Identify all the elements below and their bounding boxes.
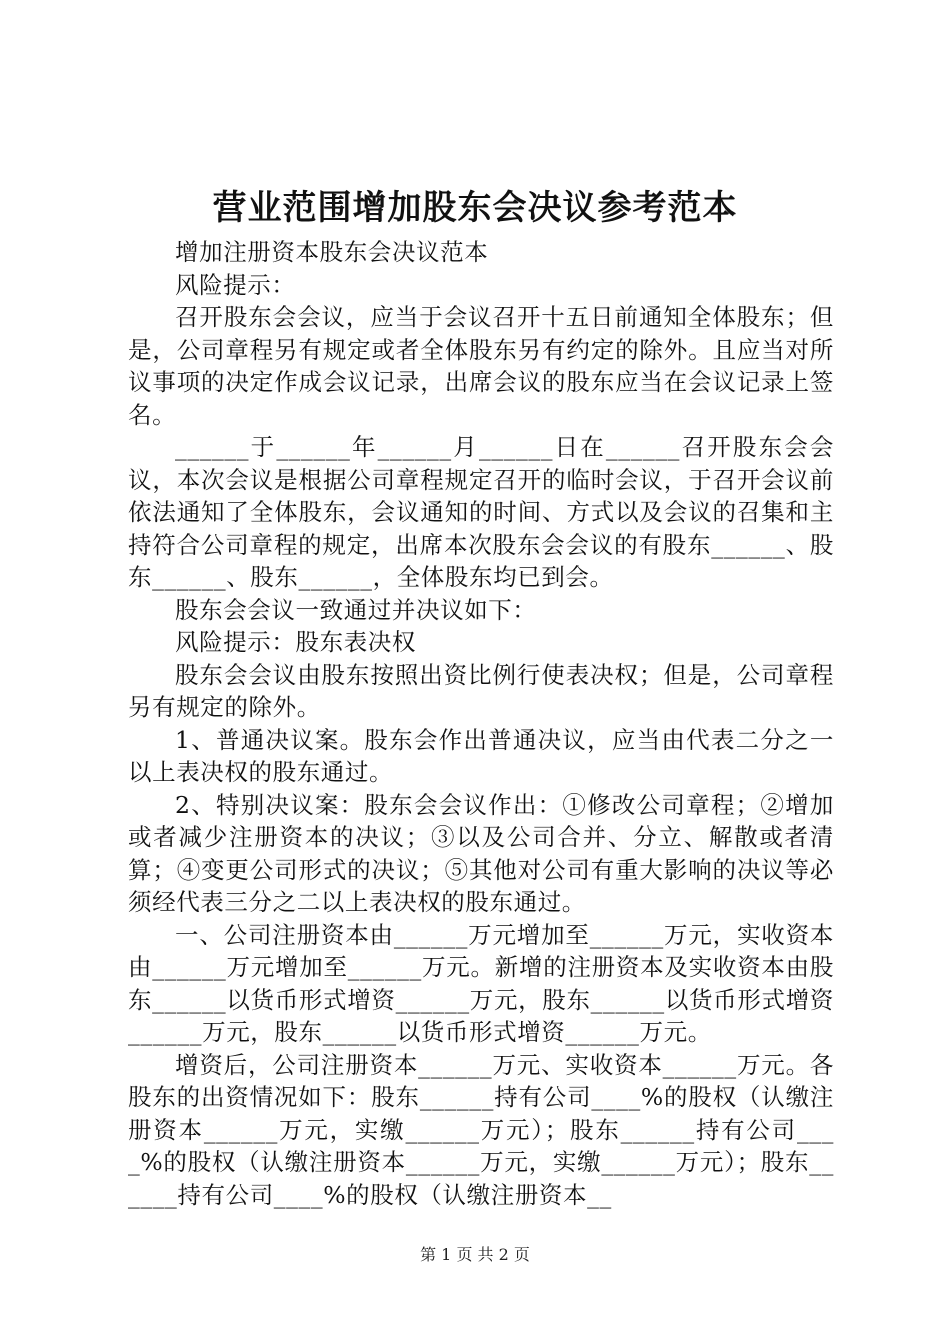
paragraph-post-increase: 增资后，公司注册资本______万元、实收资本______万元。各股东的出资情况如下：股东______持有公司____%的股权（认缴注册资本______万元，实缴______万元）；股东______持有公司____%的股权（认缴注册资本______万元，实缴______万元）；股东______持有公司____%的股权（认缴注册资本__	[128, 1050, 834, 1209]
paragraph-notice: 召开股东会会议，应当于会议召开十五日前通知全体股东；但是，公司章程另有规定或者全体股东另有约定的除外。且应当对所议事项的决定作成会议记录，出席会议的股东应当在会议记录上签名。	[128, 303, 834, 429]
document-body	[128, 236, 834, 1211]
paragraph-ordinary-resolution: 1、普通决议案。股东会作出普通决议，应当由代表二分之一以上表决权的股东通过。	[128, 725, 834, 786]
paragraph-risk-label: 风险提示：	[175, 270, 296, 299]
paragraph-risk-voting: 风险提示：股东表决权	[175, 628, 416, 656]
document-title: 营业范围增加股东会决议参考范本	[212, 188, 738, 228]
paragraph-voting-rights: 股东会会议由股东按照出资比例行使表决权；但是，公司章程另有规定的除外。	[128, 660, 834, 721]
paragraph-capital-increase: 一、公司注册资本由______万元增加至______万元，实收资本由______万元增加至______万元。新增的注册资本及实收资本由股东______以货币形式增资______万元，股东______以货币形式增资______万元，股东______以货币形式增资______万元。	[128, 920, 834, 1046]
paragraph-subtitle: 增加注册资本股东会决议范本	[175, 238, 489, 266]
paragraph-meeting: ______于______年______月______日在______召开股东会会议，本次会议是根据公司章程规定召开的临时会议，于召开会议前依法通知了全体股东，会议通知的时间、方式以及会议的召集和主持符合公司章程的规定，出席本次股东会会议的有股东______、股东______、股东______，全体股东均已到会。	[128, 433, 834, 591]
paragraph-special-resolution: 2、特别决议案：股东会会议作出：①修改公司章程；②增加或者减少注册资本的决议；③以及公司合并、分立、解散或者清算；④变更公司形式的决议；⑤其他对公司有重大影响的决议等必须经代表三分之二以上表决权的股东通过。	[128, 790, 834, 916]
page-footer: 第 1 页 共 2 页	[420, 1245, 530, 1264]
paragraph-resolution-intro: 股东会会议一致通过并决议如下：	[175, 595, 537, 624]
